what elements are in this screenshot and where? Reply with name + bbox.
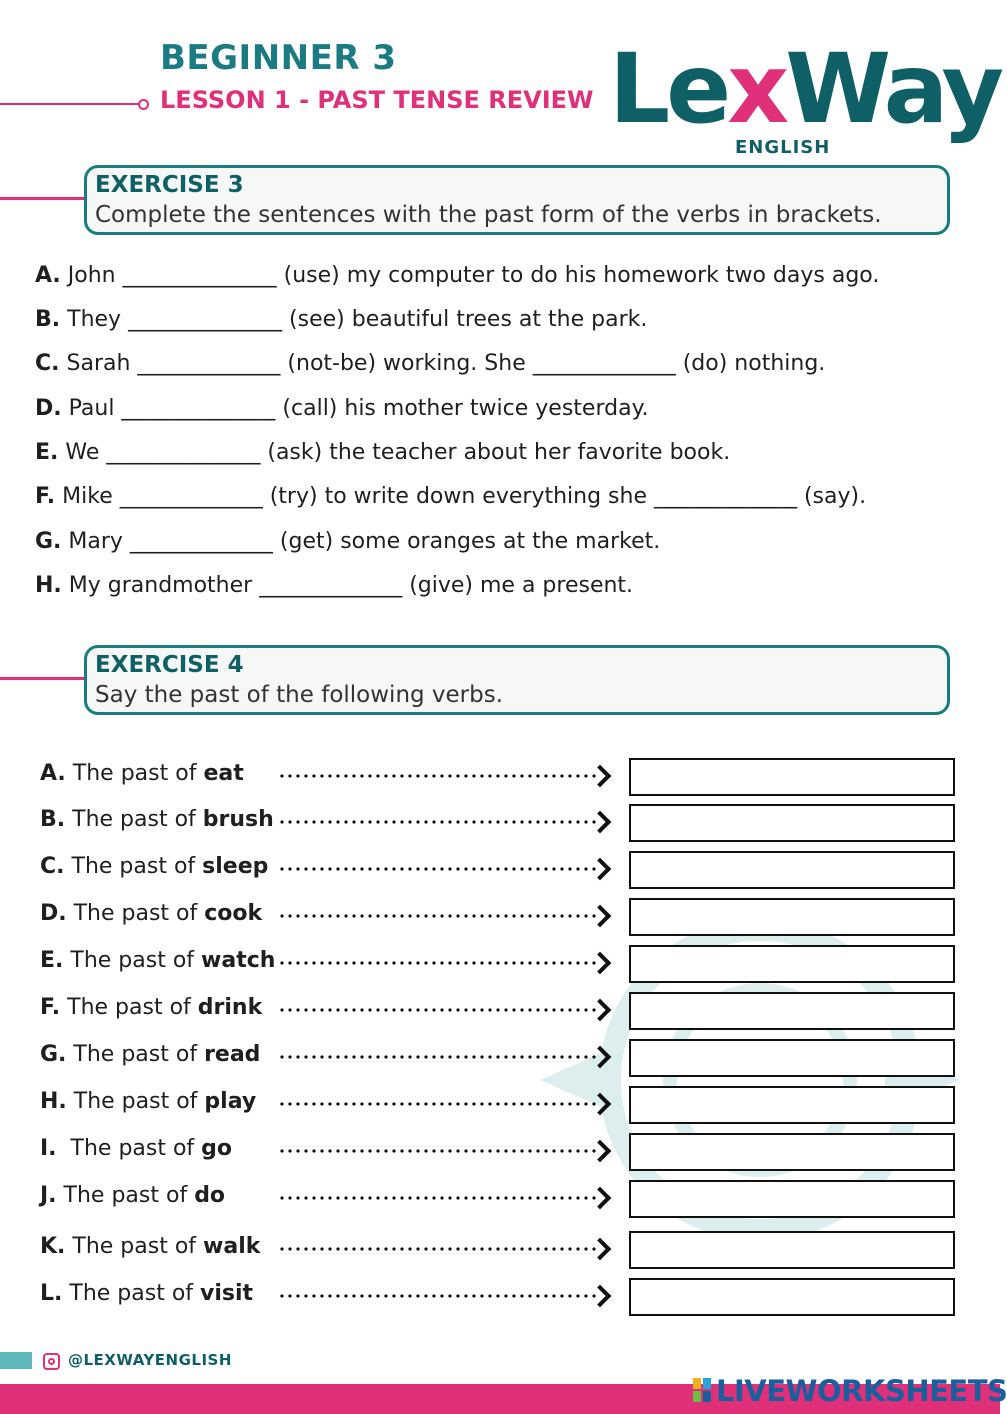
verb-word: sleep <box>202 854 269 879</box>
arrow-right-icon <box>589 811 612 834</box>
verb-prefix: The past of <box>63 948 202 973</box>
logo-part-way: Way <box>785 33 1001 145</box>
verb-letter: K. <box>40 1234 66 1259</box>
verb-label <box>40 1281 253 1306</box>
sentence-text[interactable]: They ______________ (see) beautiful trees at the park. <box>60 307 648 332</box>
exercise4-instruction: Say the past of the following verbs. <box>95 682 504 708</box>
answer-input[interactable] <box>629 898 955 936</box>
exercise4-accent-line <box>0 677 86 680</box>
dotted-leader <box>278 774 596 778</box>
verb-label <box>40 1042 260 1067</box>
sentence-item <box>35 307 647 332</box>
verb-letter: I. <box>40 1136 57 1161</box>
verb-letter: H. <box>40 1089 67 1114</box>
sentence-item <box>35 573 633 598</box>
verb-word: read <box>204 1042 261 1067</box>
verb-label <box>40 1089 256 1114</box>
sentence-text[interactable]: We ______________ (ask) the teacher about her favorite book. <box>58 440 731 465</box>
verb-word: visit <box>200 1281 254 1306</box>
verb-prefix: The past of <box>65 761 204 786</box>
footer-tab <box>0 1352 32 1369</box>
sentence-letter: H. <box>35 573 62 598</box>
verb-letter: C. <box>40 854 65 879</box>
dotted-leader <box>278 1247 596 1251</box>
logo-subtitle: ENGLISH <box>735 137 831 158</box>
answer-input[interactable] <box>629 1039 955 1077</box>
sentence-letter: F. <box>35 484 56 509</box>
verb-prefix: The past of <box>62 1281 201 1306</box>
verb-prefix: The past of <box>60 995 198 1020</box>
answer-input[interactable] <box>629 758 955 796</box>
arrow-right-icon <box>589 765 612 788</box>
verb-word: go <box>201 1136 233 1161</box>
sentence-item <box>35 529 660 554</box>
sentence-letter: B. <box>35 307 61 332</box>
verb-label <box>40 761 244 786</box>
sentence-text[interactable]: Sarah _____________ (not-be) working. She _____________ (do) nothing. <box>59 351 826 376</box>
dotted-leader <box>278 1294 596 1298</box>
verb-letter: J. <box>40 1183 57 1208</box>
verb-letter: B. <box>40 807 66 832</box>
dotted-leader <box>278 1102 596 1106</box>
verb-word: cook <box>204 901 263 926</box>
dotted-leader <box>278 867 596 871</box>
verb-word: do <box>194 1183 226 1208</box>
exercise3-title: EXERCISE 3 <box>95 172 244 198</box>
sentence-letter: D. <box>35 396 62 421</box>
logo-wordmark <box>609 33 1003 145</box>
sentence-item <box>35 484 866 509</box>
answer-input[interactable] <box>629 1133 955 1171</box>
exercise4-header <box>84 645 950 715</box>
verb-word: brush <box>202 807 274 832</box>
liveworksheets-icon <box>693 1378 711 1402</box>
verb-label <box>40 901 262 926</box>
exercise3-instruction: Complete the sentences with the past form of the verbs in brackets. <box>95 202 882 228</box>
dotted-leader <box>278 1055 596 1059</box>
exercise4-title: EXERCISE 4 <box>95 652 244 678</box>
verb-prefix: The past of <box>56 1183 195 1208</box>
verb-prefix: The past of <box>66 901 205 926</box>
logo-part-x: x <box>727 33 786 145</box>
verb-word: drink <box>197 995 263 1020</box>
verb-label <box>40 1183 225 1208</box>
sentence-text[interactable]: Paul ______________ (call) his mother twice yesterday. <box>61 396 649 421</box>
verb-label <box>40 1136 232 1161</box>
sentence-text[interactable]: Mary _____________ (get) some oranges at the market. <box>61 529 661 554</box>
logo-part-le: Le <box>609 33 728 145</box>
verb-prefix: The past of <box>65 807 203 832</box>
sentence-item <box>35 396 648 421</box>
answer-input[interactable] <box>629 1278 955 1316</box>
verb-letter: D. <box>40 901 67 926</box>
verb-label <box>40 854 268 879</box>
dotted-leader <box>278 1008 596 1012</box>
verb-prefix: The past of <box>66 1042 205 1067</box>
verb-label <box>40 948 275 973</box>
dotted-leader <box>278 1196 596 1200</box>
arrow-right-icon <box>589 858 612 881</box>
verb-word: play <box>204 1089 257 1114</box>
exercise3-header <box>84 165 950 235</box>
verb-prefix: The past of <box>64 854 203 879</box>
sentence-item <box>35 351 825 376</box>
verb-label <box>40 807 274 832</box>
sentence-letter: C. <box>35 351 60 376</box>
sentence-letter: E. <box>35 440 59 465</box>
answer-input[interactable] <box>629 804 955 842</box>
dotted-leader <box>278 961 596 965</box>
verb-prefix: The past of <box>56 1136 202 1161</box>
exercise3-accent-line <box>0 197 86 200</box>
verb-word: walk <box>203 1234 261 1259</box>
verb-letter: A. <box>40 761 66 786</box>
lexway-logo <box>605 33 1001 145</box>
verb-prefix: The past of <box>66 1089 205 1114</box>
answer-input[interactable] <box>629 992 955 1030</box>
lesson-title: LESSON 1 - PAST TENSE REVIEW <box>160 86 594 114</box>
sentence-text[interactable]: My grandmother _____________ (give) me a present. <box>61 573 634 598</box>
dotted-leader <box>278 1149 596 1153</box>
header-divider <box>0 103 140 105</box>
level-title: BEGINNER 3 <box>160 38 397 78</box>
answer-input[interactable] <box>629 945 955 983</box>
verb-label <box>40 1234 260 1259</box>
sentence-item <box>35 440 730 465</box>
sentence-letter: A. <box>35 263 61 288</box>
verb-prefix: The past of <box>65 1234 204 1259</box>
sentence-item <box>35 263 879 288</box>
instagram-handle[interactable]: @LEXWAYENGLISH <box>68 1351 232 1369</box>
sentence-text[interactable]: John ______________ (use) my computer to do his homework two days ago. <box>60 263 880 288</box>
answer-input[interactable] <box>629 851 955 889</box>
instagram-icon <box>43 1353 60 1370</box>
sentence-letter: G. <box>35 529 62 554</box>
verb-letter: L. <box>40 1281 63 1306</box>
answer-input[interactable] <box>629 1231 955 1269</box>
answer-input[interactable] <box>629 1180 955 1218</box>
liveworksheets-brand[interactable]: LIVEWORKSHEETS <box>716 1374 1007 1408</box>
verb-letter: E. <box>40 948 64 973</box>
verb-word: watch <box>201 948 276 973</box>
answer-input[interactable] <box>629 1086 955 1124</box>
verb-letter: G. <box>40 1042 67 1067</box>
verb-label <box>40 995 262 1020</box>
header-divider-dot <box>138 99 149 110</box>
verb-word: eat <box>203 761 244 786</box>
verb-letter: F. <box>40 995 61 1020</box>
dotted-leader <box>278 914 596 918</box>
sentence-text[interactable]: Mike _____________ (try) to write down everything she _____________ (say). <box>55 484 867 509</box>
dotted-leader <box>278 820 596 824</box>
